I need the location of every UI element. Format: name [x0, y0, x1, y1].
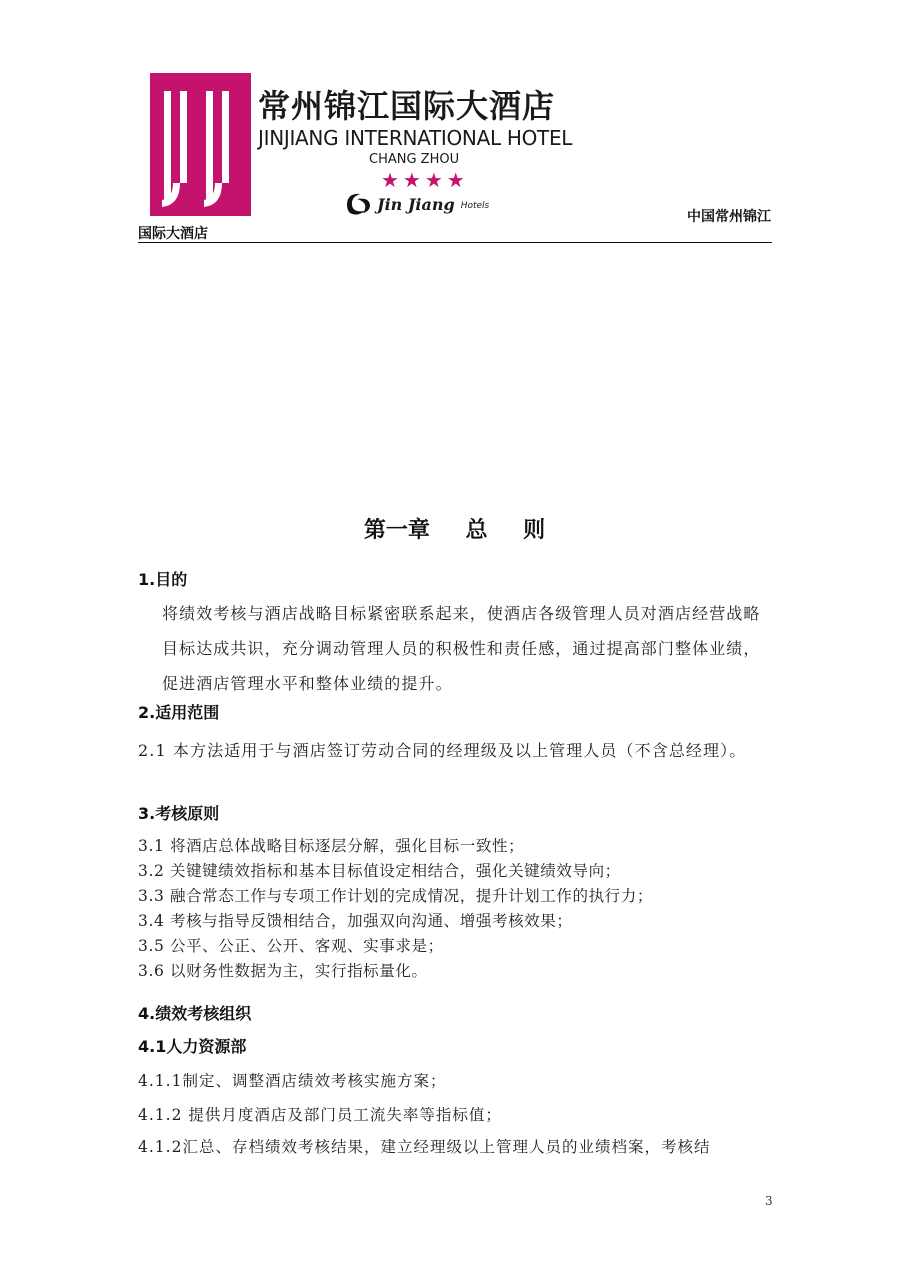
section-1-heading: 1.目的 [138, 570, 188, 589]
list-item: 4.1.2 提供月度酒店及部门员工流失率等指标值； [138, 1106, 502, 1124]
section-2-heading: 2.适用范围 [138, 703, 220, 722]
section-3-heading: 3.考核原则 [138, 804, 220, 823]
list-item: 3.3 融合常态工作与专项工作计划的完成情况，提升计划工作的执行力； [138, 887, 653, 905]
section-2-text: 2.1 本方法适用于与酒店签订劳动合同的经理级及以上管理人员（不含总经理）。 [138, 741, 747, 760]
jinjiang-brand [343, 191, 489, 217]
logo-name-english: JINJIANG INTERNATIONAL HOTEL [258, 126, 573, 150]
page-number: 3 [765, 1194, 773, 1208]
header-left-text: 国际大酒店 [138, 226, 208, 242]
jinjiang-swirl-icon [343, 191, 373, 217]
brand-sub: Hotels [460, 201, 490, 211]
list-item: 3.2 关键键绩效指标和基本目标值设定相结合，强化关键绩效导向； [138, 862, 621, 880]
header-right-text: 中国常州锦江 [687, 209, 771, 225]
brand-name: Jin Jiang [377, 194, 455, 214]
section-4-heading: 4.绩效考核组织 [138, 1004, 252, 1023]
section-3-list [138, 834, 653, 984]
header-divider [138, 242, 772, 243]
list-item: 3.6 以财务性数据为主，实行指标量化。 [138, 962, 428, 980]
section-4-1-heading: 4.1人力资源部 [138, 1037, 247, 1056]
list-item: 3.4 考核与指导反馈相结合，加强双向沟通、增强考核效果； [138, 912, 573, 930]
list-item: 4.1.1制定、调整酒店绩效考核实施方案； [138, 1072, 447, 1090]
logo-name-chinese: 常州锦江国际大酒店 [258, 87, 556, 125]
section-1-text: 将绩效考核与酒店战略目标紧密联系起来，使酒店各级管理人员对酒店经营战略目标达成共识，充分调动管理人员的积极性和责任感，通过提高部门整体业绩，促进酒店管理水平和整体业绩的提升。 [162, 604, 761, 693]
logo-stars: ★★★★ [381, 168, 469, 192]
list-item: 3.5 公平、公正、公开、客观、实事求是； [138, 937, 444, 955]
logo-city: CHANG ZHOU [369, 152, 460, 167]
list-item: 3.1 将酒店总体战略目标逐层分解，强化目标一致性； [138, 837, 525, 855]
jj-logo-icon [150, 73, 251, 216]
hotel-logo-mark [150, 73, 251, 216]
list-item: 4.1.2汇总、存档绩效考核结果，建立经理级以上管理人员的业绩档案，考核结 [138, 1138, 711, 1156]
chapter-title: 第一章 总 则 [363, 518, 546, 543]
